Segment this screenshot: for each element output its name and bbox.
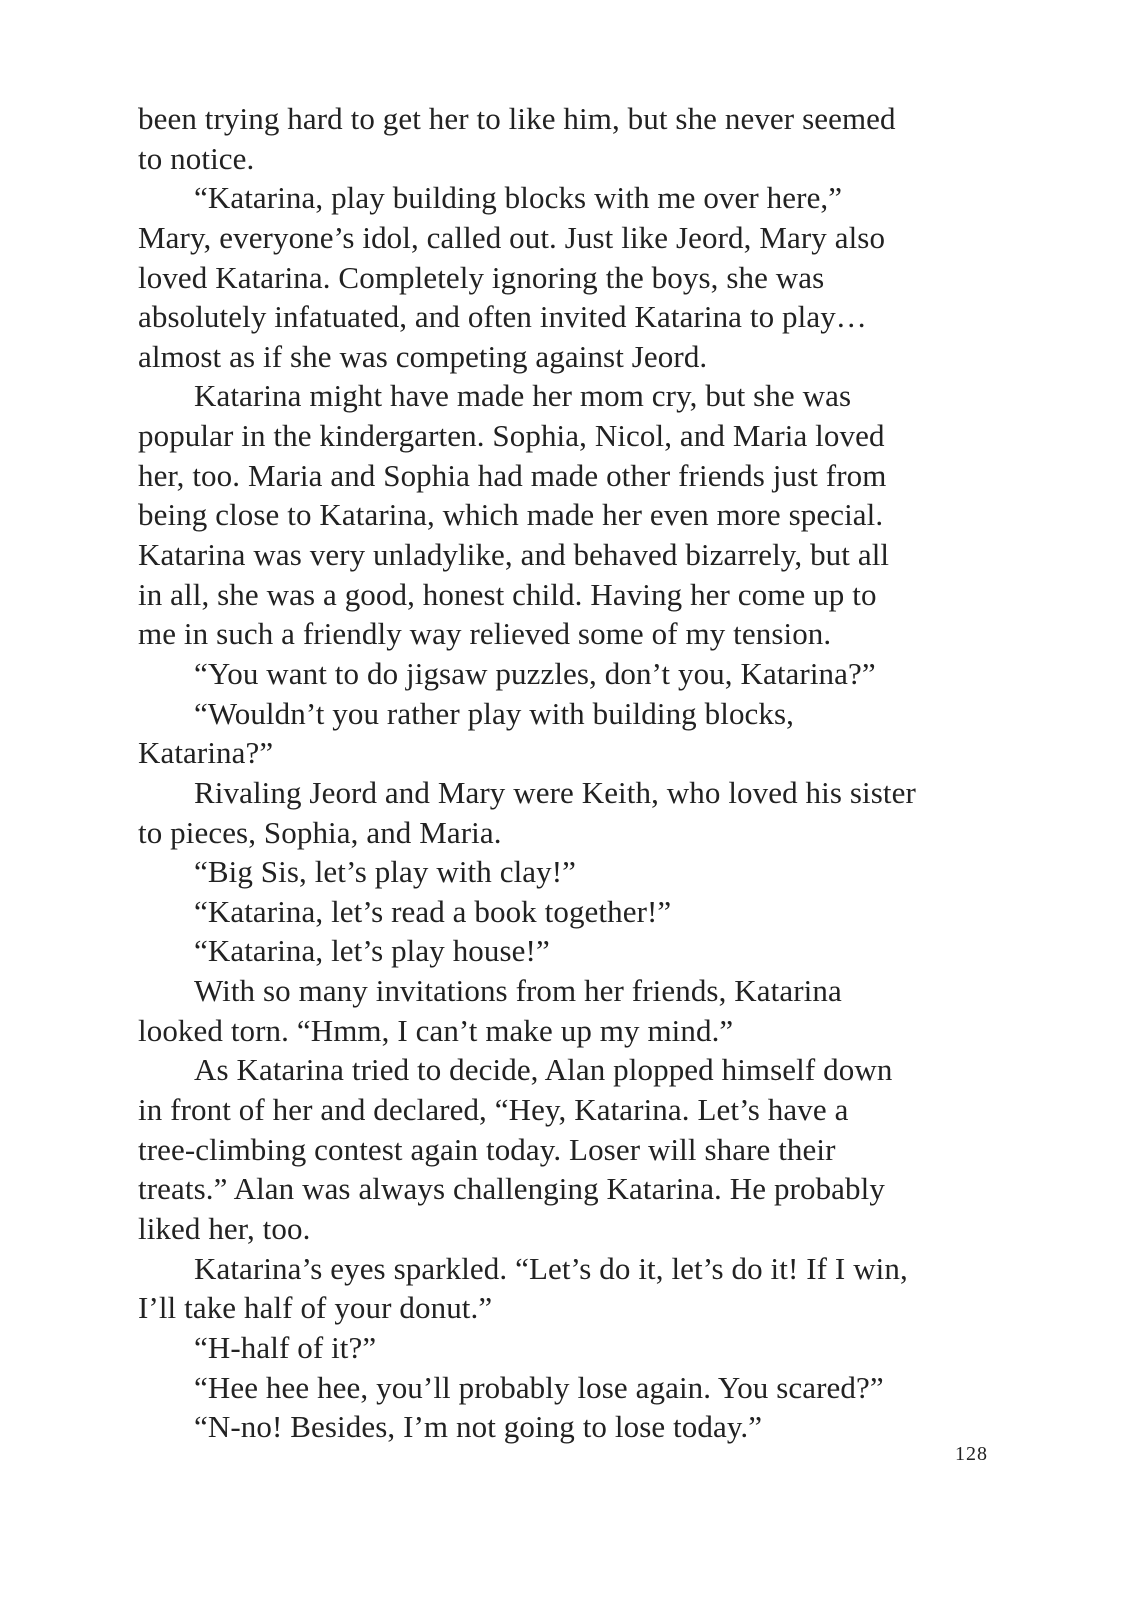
paragraph <box>138 931 1008 971</box>
text-line: “Katarina, play building blocks with me over here,” <box>194 180 843 216</box>
text-line: Rivaling Jeord and Mary were Keith, who loved his sister <box>194 774 916 810</box>
text-line: “You want to do jigsaw puzzles, don’t you, Katarina?” <box>194 655 876 691</box>
paragraph <box>138 892 1008 932</box>
paragraph <box>138 99 1008 178</box>
paragraph <box>138 1050 1008 1248</box>
text-line: As Katarina tried to decide, Alan plopped himself down <box>194 1052 893 1088</box>
text-line: treats.” Alan was always challenging Katarina. He probably <box>138 1171 885 1207</box>
text-line: almost as if she was competing against Jeord. <box>138 338 708 374</box>
text-line: in all, she was a good, honest child. Having her come up to <box>138 576 877 612</box>
text-line: being close to Katarina, which made her even more special. <box>138 497 884 533</box>
text-line: Katarina might have made her mom cry, but she was <box>194 378 852 414</box>
text-line: “Katarina, let’s play house!” <box>194 933 550 969</box>
text-line: With so many invitations from her friends, Katarina <box>194 973 842 1009</box>
text-line: Katarina was very unladylike, and behaved bizarrely, but all <box>138 537 890 573</box>
paragraph <box>138 852 1008 892</box>
text-line: her, too. Maria and Sophia had made other friends just from <box>138 457 887 493</box>
text-line: I’ll take half of your donut.” <box>138 1290 493 1326</box>
text-line: to pieces, Sophia, and Maria. <box>138 814 502 850</box>
text-line: Katarina?” <box>138 735 274 771</box>
text-line: absolutely infatuated, and often invited Katarina to play… <box>138 299 867 335</box>
page-number: 128 <box>955 1443 988 1465</box>
text-line: to notice. <box>138 140 255 176</box>
paragraph <box>138 178 1008 376</box>
text-line: “H-half of it?” <box>194 1329 377 1365</box>
text-line: been trying hard to get her to like him, but she never seemed <box>138 101 896 136</box>
text-line: in front of her and declared, “Hey, Katarina. Let’s have a <box>138 1092 849 1128</box>
paragraph <box>138 1368 1008 1408</box>
body-text <box>138 99 1008 1447</box>
paragraph <box>138 1328 1008 1368</box>
text-line: “Big Sis, let’s play with clay!” <box>194 854 577 890</box>
paragraph <box>138 654 1008 694</box>
paragraph <box>138 376 1008 653</box>
text-line: popular in the kindergarten. Sophia, Nicol, and Maria loved <box>138 418 885 454</box>
text-line: Mary, everyone’s idol, called out. Just like Jeord, Mary also <box>138 219 886 255</box>
text-line: looked torn. “Hmm, I can’t make up my mind.” <box>138 1012 734 1048</box>
text-line: “Hee hee hee, you’ll probably lose again. You scared?” <box>194 1369 884 1405</box>
text-line: “Katarina, let’s read a book together!” <box>194 893 672 929</box>
paragraph <box>138 971 1008 1050</box>
text-line: Katarina’s eyes sparkled. “Let’s do it, let’s do it! If I win, <box>194 1250 908 1286</box>
paragraph <box>138 1407 1008 1447</box>
text-line: liked her, too. <box>138 1210 311 1246</box>
text-line: “Wouldn’t you rather play with building blocks, <box>194 695 795 731</box>
text-line: loved Katarina. Completely ignoring the boys, she was <box>138 259 825 295</box>
paragraph <box>138 773 1008 852</box>
text-line: “N-no! Besides, I’m not going to lose today.” <box>194 1409 763 1445</box>
text-line: me in such a friendly way relieved some of my tension. <box>138 616 832 652</box>
paragraph <box>138 1249 1008 1328</box>
text-line: tree-climbing contest again today. Loser will share their <box>138 1131 836 1167</box>
paragraph <box>138 694 1008 773</box>
